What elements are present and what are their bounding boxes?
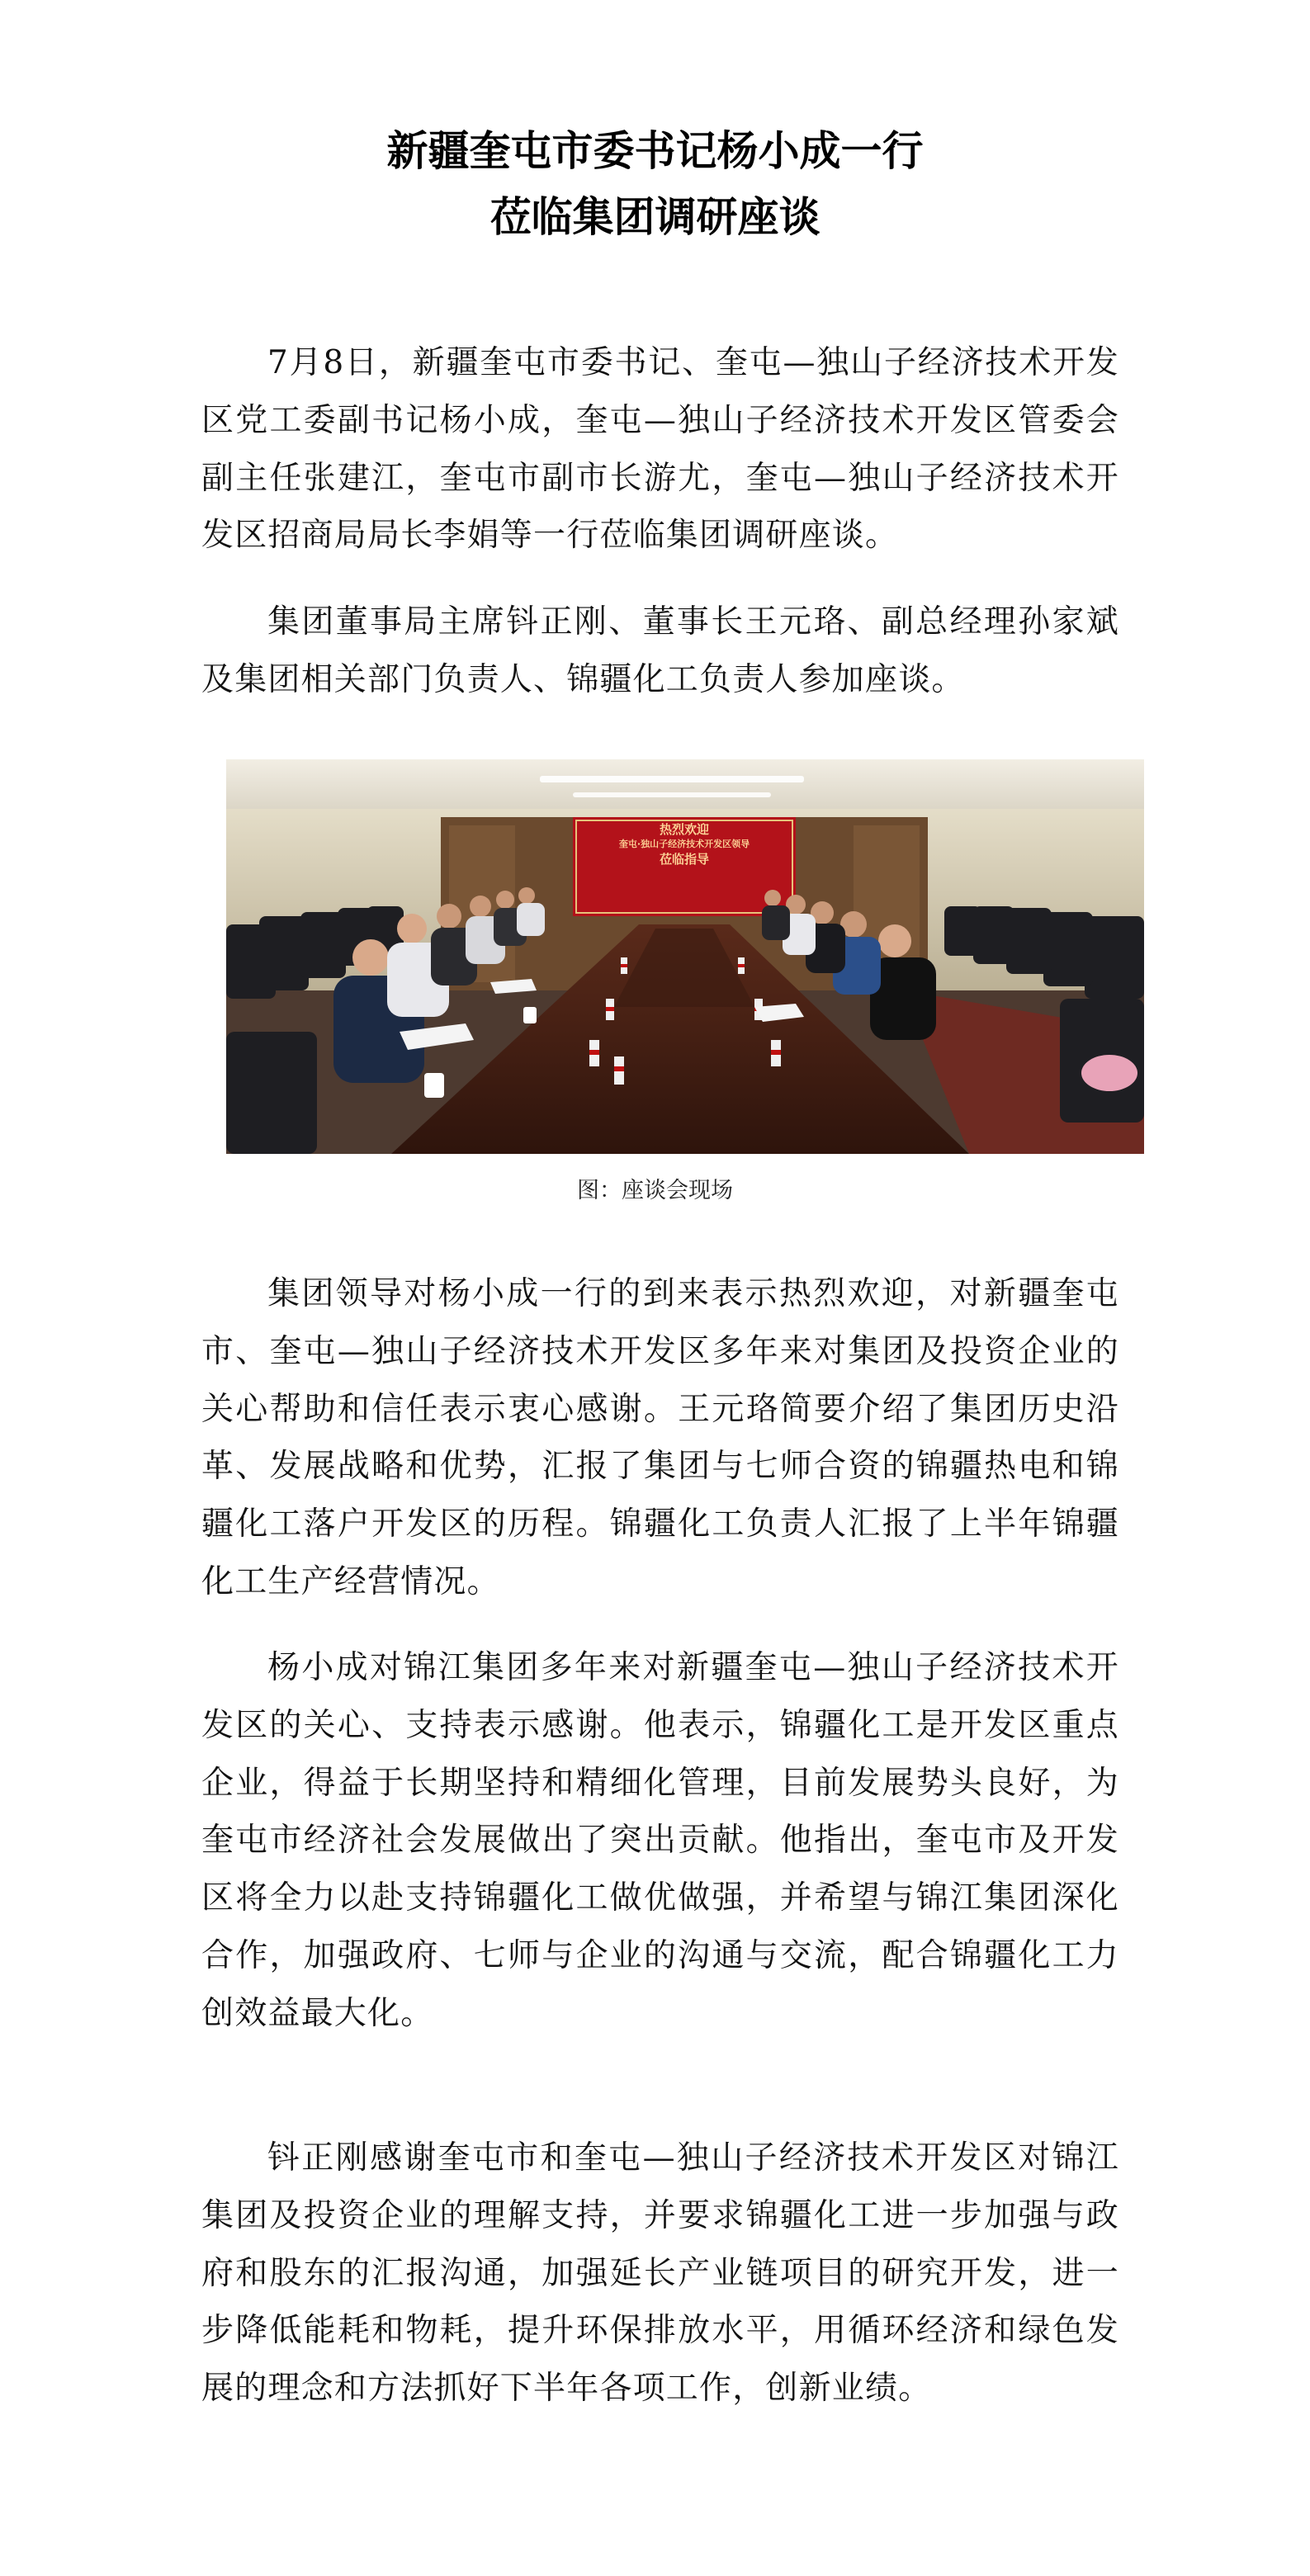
photo-caption: 图：座谈会现场	[577, 1178, 733, 1203]
banner-line-1: 热烈欢迎	[659, 822, 709, 837]
banner-line-2: 奎屯·独山子经济技术开发区领导	[618, 839, 750, 849]
paragraph-3: 集团领导对杨小成一行的到来表示热烈欢迎，对新疆奎屯市、奎屯—独山子经济技术开发区多年来对集团及投资企业的关心帮助和信任表示衷心感谢。王元珞简要介绍了集团历史沿革、发展战略和优势，汇报了集团与七师合资的锦疆热电和锦疆化工落户开发区的历程。锦疆化工负责人汇报了上半年锦疆化工生产经营情况。	[201, 1275, 1119, 1600]
paragraph-2: 集团董事局主席钭正刚、董事长王元珞、副总经理孙家斌及集团相关部门负责人、锦疆化工负责人参加座谈。	[201, 603, 1119, 698]
banner-line-3: 莅临指导	[659, 852, 709, 867]
article-title-line1: 新疆奎屯市委书记杨小成一行	[386, 126, 924, 175]
paragraph-5: 钭正刚感谢奎屯市和奎屯—独山子经济技术开发区对锦江集团及投资企业的理解支持，并要求锦疆化工进一步加强与政府和股东的汇报沟通，加强延长产业链项目的研究开发，进一步降低能耗和物耗，提升环保排放水平，用循环经济和绿色发展的理念和方法抓好下半年各项工作，创新业绩。	[201, 2139, 1119, 2408]
paragraph-1: 7月8日，新疆奎屯市委书记、奎屯—独山子经济技术开发区党工委副书记杨小成，奎屯—独山子经济技术开发区管委会副主任张建江，奎屯市副市长游尤，奎屯—独山子经济技术开发区招商局局长李娟等一行莅临集团调研座谈。	[201, 344, 1119, 555]
meeting-photo	[226, 759, 1144, 1154]
article-title-line2: 莅临集团调研座谈	[489, 192, 821, 241]
welcome-banner	[589, 821, 779, 867]
paragraph-4: 杨小成对锦江集团多年来对新疆奎屯—独山子经济技术开发区的关心、支持表示感谢。他表示，锦疆化工是开发区重点企业，得益于长期坚持和精细化管理，目前发展势头良好，为奎屯市经济社会发展做出了突出贡献。他指出，奎屯市及开发区将全力以赴支持锦疆化工做优做强，并希望与锦江集团深化合作，加强政府、七师与企业的沟通与交流，配合锦疆化工力创效益最大化。	[201, 1649, 1119, 2032]
